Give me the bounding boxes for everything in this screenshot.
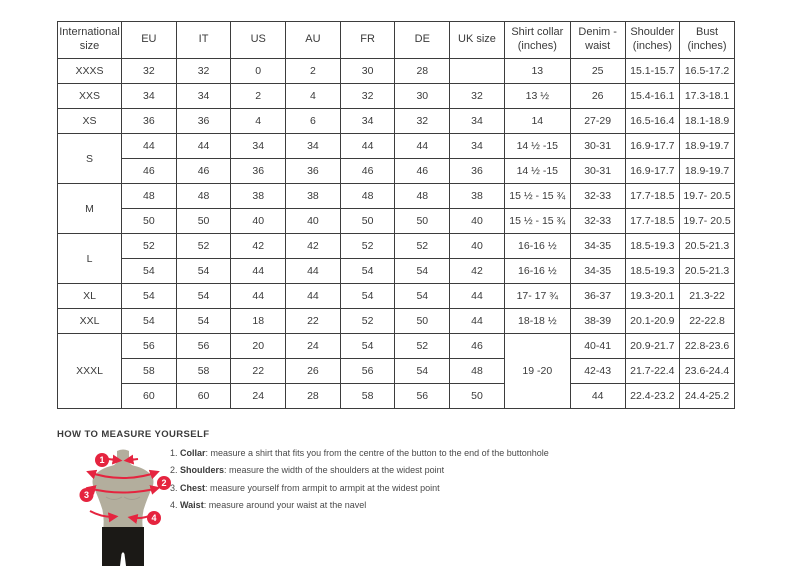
table-cell: 52 [395, 334, 450, 359]
size-label-cell: XXS [58, 84, 122, 109]
table-cell: 52 [122, 234, 177, 259]
table-cell: 30 [395, 84, 450, 109]
table-cell: 16.9-17.7 [625, 159, 680, 184]
table-cell: 15.4-16.1 [625, 84, 680, 109]
table-cell: 13 ½ [504, 84, 570, 109]
table-cell: 22-22.8 [680, 309, 735, 334]
table-cell: 24 [286, 334, 341, 359]
table-row [58, 334, 735, 359]
measure-step: 4. Waist: measure around your waist at the navel [170, 500, 367, 511]
badge-1-number: 1 [99, 455, 105, 466]
table-cell: 27-29 [570, 109, 625, 134]
table-cell: 54 [122, 309, 177, 334]
table-cell: 38 [450, 184, 505, 209]
table-row [58, 384, 735, 409]
table-cell: 32 [340, 84, 395, 109]
table-cell: 46 [122, 159, 177, 184]
table-cell: 48 [395, 184, 450, 209]
table-cell: 34 [122, 84, 177, 109]
badge-4-number: 4 [151, 513, 157, 524]
table-cell: 17.7-18.5 [625, 184, 680, 209]
mannequin-shorts [102, 527, 144, 566]
table-cell: 30-31 [570, 159, 625, 184]
table-cell: 32-33 [570, 209, 625, 234]
badge-2-number: 2 [161, 478, 167, 489]
size-label-cell: M [58, 184, 122, 234]
table-cell: 44 [570, 384, 625, 409]
table-cell: 48 [176, 184, 231, 209]
table-cell: 20.1-20.9 [625, 309, 680, 334]
table-cell: 19.3-20.1 [625, 284, 680, 309]
table-cell: 16-16 ½ [504, 259, 570, 284]
table-cell: 52 [395, 234, 450, 259]
table-cell: 36 [286, 159, 341, 184]
table-cell: 34 [286, 134, 341, 159]
mannequin-figure [75, 448, 180, 566]
table-cell: 23.6-24.4 [680, 359, 735, 384]
table-cell: 20 [231, 334, 286, 359]
table-row [58, 234, 735, 259]
table-cell: 28 [286, 384, 341, 409]
table-cell: 44 [340, 134, 395, 159]
column-header: EU [122, 22, 177, 59]
size-table-body [58, 59, 735, 409]
column-header: DE [395, 22, 450, 59]
table-cell: 48 [122, 184, 177, 209]
table-row [58, 259, 735, 284]
table-cell: 17.3-18.1 [680, 84, 735, 109]
table-cell: 21.7-22.4 [625, 359, 680, 384]
measure-steps [170, 449, 690, 519]
table-cell: 54 [176, 284, 231, 309]
table-cell: 6 [286, 109, 341, 134]
table-cell: 60 [122, 384, 177, 409]
table-cell: 22.4-23.2 [625, 384, 680, 409]
table-cell: 44 [122, 134, 177, 159]
size-label-cell: S [58, 134, 122, 184]
size-label-cell: XXL [58, 309, 122, 334]
table-cell: 50 [176, 209, 231, 234]
table-cell: 0 [231, 59, 286, 84]
table-cell: 34 [450, 109, 505, 134]
table-cell: 40 [286, 209, 341, 234]
table-cell: 44 [231, 284, 286, 309]
table-cell: 46 [176, 159, 231, 184]
table-cell: 50 [450, 384, 505, 409]
table-cell: 36 [450, 159, 505, 184]
table-cell: 2 [231, 84, 286, 109]
table-cell: 24 [231, 384, 286, 409]
size-label-cell: XXXL [58, 334, 122, 409]
table-cell: 32 [450, 84, 505, 109]
table-cell: 36 [176, 109, 231, 134]
table-cell: 26 [570, 84, 625, 109]
table-cell: 46 [395, 159, 450, 184]
table-cell: 46 [450, 334, 505, 359]
table-cell: 58 [122, 359, 177, 384]
column-header: US [231, 22, 286, 59]
table-cell: 54 [122, 259, 177, 284]
table-cell: 20.5-21.3 [680, 234, 735, 259]
size-label-cell: XL [58, 284, 122, 309]
table-cell: 32-33 [570, 184, 625, 209]
column-header: AU [286, 22, 341, 59]
table-cell: 40 [231, 209, 286, 234]
table-cell: 24.4-25.2 [680, 384, 735, 409]
table-cell: 54 [176, 259, 231, 284]
table-cell: 56 [122, 334, 177, 359]
table-cell: 18.9-19.7 [680, 159, 735, 184]
measure-step: 3. Chest: measure yourself from armpit to armpit at the widest point [170, 482, 440, 493]
column-header: Bust (inches) [680, 22, 735, 59]
table-cell: 38 [231, 184, 286, 209]
table-cell: 58 [340, 384, 395, 409]
table-cell: 14 ½ -15 [504, 159, 570, 184]
table-cell: 30 [340, 59, 395, 84]
table-cell: 38-39 [570, 309, 625, 334]
table-row [58, 109, 735, 134]
table-cell: 56 [176, 334, 231, 359]
table-cell: 40 [450, 209, 505, 234]
table-cell: 16.9-17.7 [625, 134, 680, 159]
table-cell: 50 [395, 309, 450, 334]
table-cell: 17- 17 ¾ [504, 284, 570, 309]
table-cell: 42 [231, 234, 286, 259]
table-cell: 22 [231, 359, 286, 384]
table-cell: 44 [286, 284, 341, 309]
table-cell: 36 [122, 109, 177, 134]
table-cell: 13 [504, 59, 570, 84]
table-cell: 36-37 [570, 284, 625, 309]
size-label-cell: XS [58, 109, 122, 134]
table-cell: 34 [176, 84, 231, 109]
table-cell: 20.9-21.7 [625, 334, 680, 359]
column-header: International size [58, 22, 122, 59]
table-cell: 48 [450, 359, 505, 384]
table-cell: 28 [395, 59, 450, 84]
table-row [58, 309, 735, 334]
table-cell: 22.8-23.6 [680, 334, 735, 359]
table-cell: 54 [176, 309, 231, 334]
table-cell: 32 [122, 59, 177, 84]
table-cell: 25 [570, 59, 625, 84]
measure-step: 2. Shoulders: measure the width of the shoulders at the widest point [170, 465, 445, 476]
table-cell: 34 [231, 134, 286, 159]
column-header: FR [340, 22, 395, 59]
table-cell: 44 [286, 259, 341, 284]
column-header: IT [176, 22, 231, 59]
table-cell: 48 [340, 184, 395, 209]
table-cell: 14 [504, 109, 570, 134]
table-cell: 2 [286, 59, 341, 84]
table-cell: 54 [395, 359, 450, 384]
table-cell: 42 [286, 234, 341, 259]
table-cell: 54 [340, 259, 395, 284]
table-cell: 58 [176, 359, 231, 384]
table-cell: 36 [231, 159, 286, 184]
table-cell: 50 [340, 209, 395, 234]
table-cell: 26 [286, 359, 341, 384]
table-cell: 50 [395, 209, 450, 234]
table-row [58, 284, 735, 309]
table-cell: 18.5-19.3 [625, 259, 680, 284]
table-cell: 15 ½ - 15 ¾ [504, 184, 570, 209]
table-cell: 30-31 [570, 134, 625, 159]
table-cell: 42-43 [570, 359, 625, 384]
table-cell: 15 ½ - 15 ¾ [504, 209, 570, 234]
table-cell: 54 [340, 334, 395, 359]
table-row [58, 59, 735, 84]
table-header-row [58, 22, 735, 59]
table-cell: 54 [340, 284, 395, 309]
table-cell: 60 [176, 384, 231, 409]
table-cell: 56 [395, 384, 450, 409]
table-cell: 56 [340, 359, 395, 384]
table-row [58, 159, 735, 184]
table-cell: 22 [286, 309, 341, 334]
table-cell: 54 [395, 284, 450, 309]
table-cell: 19.7- 20.5 [680, 209, 735, 234]
table-cell: 44 [176, 134, 231, 159]
size-label-cell: XXXS [58, 59, 122, 84]
measure-step: 1. Collar: measure a shirt that fits you from the centre of the button to the end of the buttonhole [170, 448, 549, 458]
column-header: Shoulder (inches) [625, 22, 680, 59]
column-header: Shirt collar (inches) [504, 22, 570, 59]
table-cell: 40 [450, 234, 505, 259]
table-cell: 18.5-19.3 [625, 234, 680, 259]
table-cell: 32 [395, 109, 450, 134]
table-row [58, 84, 735, 109]
table-cell: 18.1-18.9 [680, 109, 735, 134]
table-cell: 18-18 ½ [504, 309, 570, 334]
table-cell: 19 -20 [504, 334, 570, 409]
table-cell: 44 [395, 134, 450, 159]
table-cell: 14 ½ -15 [504, 134, 570, 159]
table-cell: 34-35 [570, 234, 625, 259]
table-cell: 32 [176, 59, 231, 84]
table-cell: 46 [340, 159, 395, 184]
column-header: UK size [450, 22, 505, 59]
table-cell: 4 [286, 84, 341, 109]
table-cell: 21.3-22 [680, 284, 735, 309]
table-cell: 44 [450, 284, 505, 309]
table-cell: 16-16 ½ [504, 234, 570, 259]
table-cell: 18.9-19.7 [680, 134, 735, 159]
table-cell: 54 [395, 259, 450, 284]
table-cell: 52 [340, 309, 395, 334]
badge-3-number: 3 [83, 490, 90, 501]
table-row [58, 134, 735, 159]
size-label-cell: L [58, 234, 122, 284]
table-cell: 17.7-18.5 [625, 209, 680, 234]
table-row [58, 209, 735, 234]
table-row [58, 359, 735, 384]
table-cell: 34 [450, 134, 505, 159]
table-cell: 44 [450, 309, 505, 334]
table-cell: 34 [340, 109, 395, 134]
table-cell: 15.1-15.7 [625, 59, 680, 84]
table-cell: 16.5-17.2 [680, 59, 735, 84]
table-cell: 4 [231, 109, 286, 134]
table-cell [450, 59, 505, 84]
table-cell: 40-41 [570, 334, 625, 359]
table-row [58, 184, 735, 209]
table-cell: 52 [340, 234, 395, 259]
table-cell: 19.7- 20.5 [680, 184, 735, 209]
table-cell: 52 [176, 234, 231, 259]
table-cell: 42 [450, 259, 505, 284]
table-cell: 16.5-16.4 [625, 109, 680, 134]
column-header: Denim - waist [570, 22, 625, 59]
table-cell: 34-35 [570, 259, 625, 284]
table-cell: 18 [231, 309, 286, 334]
table-cell: 38 [286, 184, 341, 209]
size-chart-table [57, 21, 735, 409]
table-cell: 44 [231, 259, 286, 284]
table-cell: 20.5-21.3 [680, 259, 735, 284]
table-cell: 50 [122, 209, 177, 234]
table-cell: 54 [122, 284, 177, 309]
measure-section-title: HOW TO MEASURE YOURSELF [57, 429, 210, 440]
